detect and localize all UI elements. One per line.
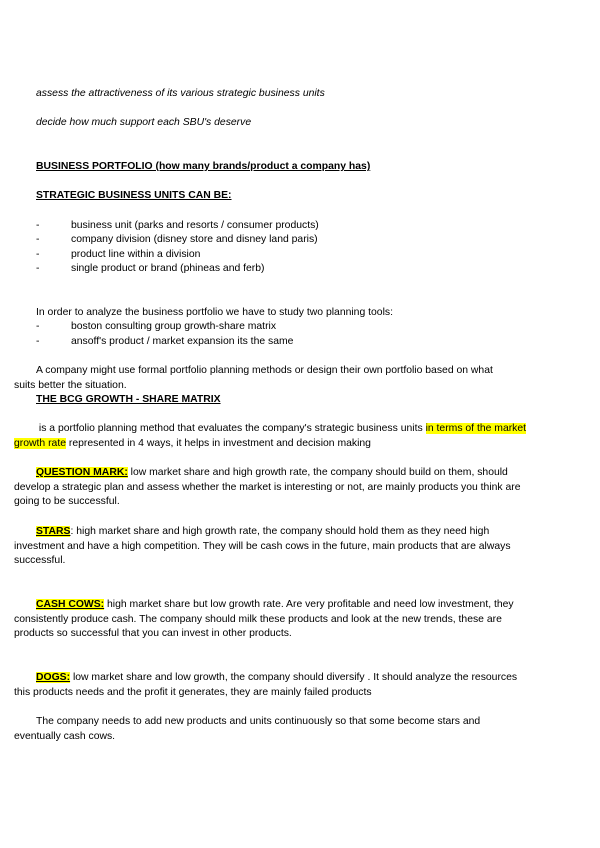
tools-list-item: ansoff's product / market expansion its the same bbox=[71, 336, 294, 347]
question-mark-label: QUESTION MARK: bbox=[36, 467, 128, 478]
sbu-list-item: single product or brand (phineas and ferb) bbox=[71, 263, 265, 274]
intro-line-2: decide how much support each SBU's deserve bbox=[36, 117, 252, 128]
bcg-def-part-1: is a portfolio planning method that evaluates the company's strategic business units bbox=[36, 423, 426, 434]
bcg-definition bbox=[14, 422, 528, 451]
dogs-label: DOGS: bbox=[36, 672, 71, 683]
question-mark-text: low market share and high growth rate, the company should build on them, should develop a strategic plan and assess whether the market is interesting or not, are mainly products you think are going to be successful. bbox=[14, 467, 521, 508]
list-dash: - bbox=[36, 336, 40, 347]
stars-paragraph bbox=[14, 525, 528, 569]
stars-label: STARS bbox=[36, 526, 71, 537]
sbu-list-item: business unit (parks and resorts / consumer products) bbox=[71, 220, 319, 231]
sbu-list-item: company division (disney store and disney land paris) bbox=[71, 234, 318, 245]
list-dash: - bbox=[36, 249, 40, 260]
tools-list-item: boston consulting group growth-share matrix bbox=[71, 321, 277, 332]
cash-cows-text: high market share but low growth rate. Are very profitable and need low investment, they consistently produce cash. The company should milk these products and look at the new trends, these are products so successful that you can invest in other products. bbox=[14, 599, 514, 640]
stars-text: : high market share and high growth rate, the company should hold them as they need high investment and have a high competition. They will be cash cows in the future, main products that are always successful. bbox=[14, 526, 511, 567]
dogs-text: low market share and low growth, the company should diversify . It should analyze the resources this products needs and the profit it generates, they are mainly failed products bbox=[14, 672, 518, 698]
cash-cows-paragraph bbox=[14, 598, 528, 642]
dogs-paragraph bbox=[14, 671, 528, 700]
sbu-heading: STRATEGIC BUSINESS UNITS CAN BE: bbox=[36, 190, 232, 201]
closing-paragraph bbox=[14, 715, 528, 744]
tools-lead: In order to analyze the business portfolio we have to study two planning tools: bbox=[36, 307, 393, 318]
company-para-line-2: suits better the situation. bbox=[14, 380, 127, 391]
question-mark-paragraph bbox=[14, 466, 528, 510]
closing-text: The company needs to add new products and units continuously so that some become stars and eventually cash cows. bbox=[14, 716, 481, 742]
bcg-def-highlight: in terms of the market growth rate bbox=[14, 423, 527, 449]
bcg-heading: THE BCG GROWTH - SHARE MATRIX bbox=[36, 394, 221, 405]
list-dash: - bbox=[36, 234, 40, 245]
company-para-line-1: A company might use formal portfolio planning methods or design their own portfolio based on what bbox=[36, 365, 493, 376]
list-dash: - bbox=[36, 263, 40, 274]
sbu-list-item: product line within a division bbox=[71, 249, 201, 260]
bcg-def-part-2: represented in 4 ways, it helps in investment and decision making bbox=[65, 437, 371, 449]
list-dash: - bbox=[36, 220, 40, 231]
cash-cows-label: CASH COWS: bbox=[36, 599, 105, 610]
list-dash: - bbox=[36, 321, 40, 332]
business-portfolio-heading: BUSINESS PORTFOLIO (how many brands/product a company has) bbox=[36, 161, 371, 172]
intro-line-1: assess the attractiveness of its various strategic business units bbox=[36, 88, 325, 99]
